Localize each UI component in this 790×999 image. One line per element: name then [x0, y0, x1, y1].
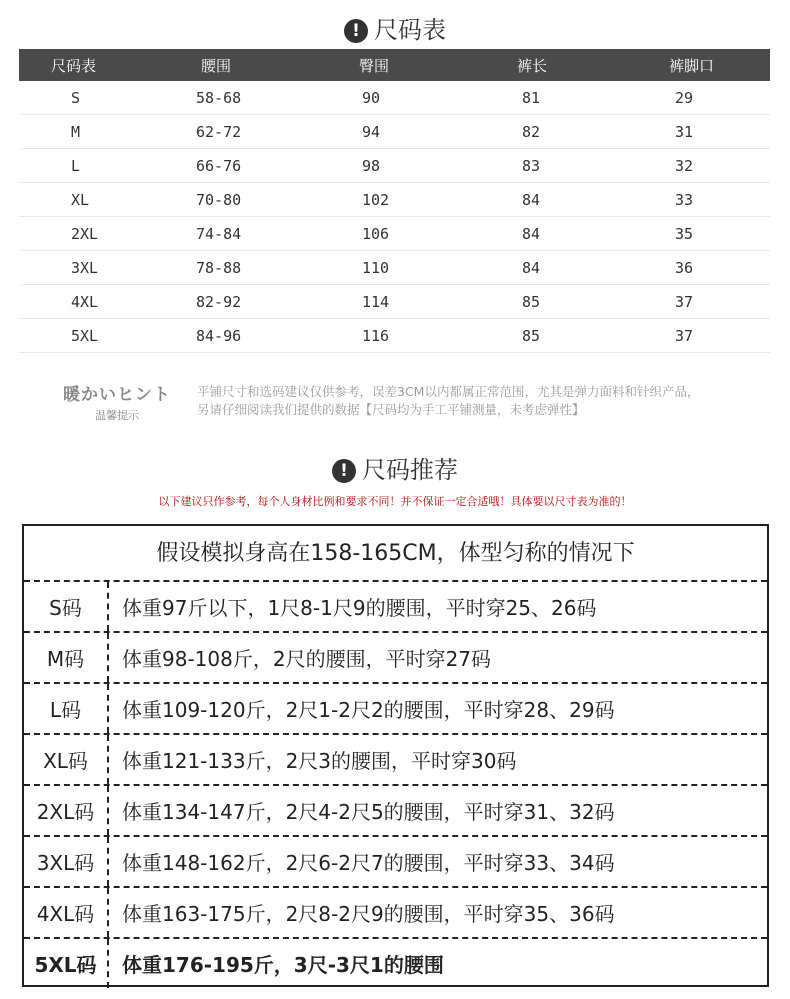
exclamation-icon: ! — [344, 19, 368, 43]
size-chart-title-text: 尺码表 — [374, 16, 446, 44]
cell-hem: 32 — [675, 156, 694, 175]
header-hip: 臀围 — [359, 56, 390, 75]
cell-waist: 78-88 — [196, 258, 242, 277]
header-length: 裤长 — [517, 56, 548, 75]
recommend-row — [24, 582, 767, 633]
cell-length: 85 — [522, 326, 541, 345]
cell-hem: 31 — [675, 122, 694, 141]
cell-hem: 35 — [675, 224, 694, 243]
cell-size: 3XL — [71, 258, 99, 277]
tip-logo-main: 暖かいヒント — [63, 385, 171, 405]
recommend-size: L码 — [24, 684, 109, 733]
exclamation-icon: ! — [332, 459, 356, 483]
recommend-desc: 体重148-162斤，2尺6-2尺7的腰围，平时穿33、34码 — [122, 851, 615, 875]
size-chart-table — [19, 49, 770, 353]
cell-size: M — [71, 122, 81, 141]
recommend-desc: 体重176-195斤，3尺-3尺1的腰围 — [122, 953, 444, 977]
cell-hip: 116 — [362, 326, 390, 345]
cell-waist: 74-84 — [196, 224, 242, 243]
recommend-row — [24, 633, 767, 684]
recommend-row — [24, 786, 767, 837]
recommend-title — [0, 450, 790, 485]
cell-length: 85 — [522, 292, 541, 311]
cell-size: 2XL — [71, 224, 99, 243]
cell-waist: 58-68 — [196, 88, 242, 107]
cell-waist: 82-92 — [196, 292, 242, 311]
cell-hip: 90 — [362, 88, 381, 107]
tip-line-2: 另请仔细阅读我们提供的数据【尺码均为手工平铺测量，未考虑弹性】 — [197, 402, 585, 417]
recommend-desc: 体重97斤以下，1尺8-1尺9的腰围，平时穿25、26码 — [122, 596, 597, 620]
tip-text — [197, 383, 777, 419]
recommend-size: M码 — [24, 633, 109, 682]
cell-hip: 94 — [362, 122, 381, 141]
size-row — [19, 149, 770, 183]
cell-hip: 114 — [362, 292, 390, 311]
cell-hem: 36 — [675, 258, 694, 277]
cell-hem: 29 — [675, 88, 694, 107]
recommend-box — [22, 524, 769, 987]
cell-size: XL — [71, 190, 90, 209]
size-row — [19, 251, 770, 285]
header-size: 尺码表 — [51, 56, 97, 75]
cell-length: 84 — [522, 190, 541, 209]
recommend-row — [24, 735, 767, 786]
recommend-size: 2XL码 — [24, 786, 109, 835]
header-waist: 腰围 — [201, 56, 232, 75]
tip-logo-sub: 温馨提示 — [95, 409, 139, 422]
recommend-size: 4XL码 — [24, 888, 109, 937]
size-row — [19, 183, 770, 217]
size-row — [19, 285, 770, 319]
recommend-desc: 体重98-108斤，2尺的腰围，平时穿27码 — [122, 647, 492, 671]
recommend-row — [24, 684, 767, 735]
recommend-size: 5XL码 — [24, 939, 109, 988]
cell-size: S — [71, 88, 81, 107]
tip-line-1: 平铺尺寸和选码建议仅供参考，误差3CM以内都属正常范围，尤其是弹力面料和针织产品， — [197, 384, 700, 399]
cell-hem: 37 — [675, 326, 694, 345]
recommend-note: 以下建议只作参考，每个人身材比例和要求不同！并不保证一定合适哦！具体要以尺寸表为准的！ — [158, 495, 632, 508]
cell-hem: 37 — [675, 292, 694, 311]
cell-size: 4XL — [71, 292, 99, 311]
cell-length: 84 — [522, 224, 541, 243]
cell-hip: 110 — [362, 258, 390, 277]
recommend-desc: 体重134-147斤，2尺4-2尺5的腰围，平时穿31、32码 — [122, 800, 615, 824]
cell-size: L — [71, 156, 81, 175]
cell-hem: 33 — [675, 190, 694, 209]
recommend-size: XL码 — [24, 735, 109, 784]
cell-length: 82 — [522, 122, 541, 141]
header-hem: 裤脚口 — [669, 56, 715, 75]
recommend-row — [24, 837, 767, 888]
recommend-title-text: 尺码推荐 — [362, 456, 458, 484]
cell-length: 83 — [522, 156, 541, 175]
size-row — [19, 81, 770, 115]
cell-waist: 62-72 — [196, 122, 242, 141]
recommend-row — [24, 939, 767, 988]
recommend-desc: 体重121-133斤，2尺3的腰围，平时穿30码 — [122, 749, 517, 773]
size-row — [19, 115, 770, 149]
recommend-row — [24, 888, 767, 939]
size-row — [19, 319, 770, 353]
recommend-desc: 体重163-175斤，2尺8-2尺9的腰围，平时穿35、36码 — [122, 902, 615, 926]
cell-hip: 106 — [362, 224, 390, 243]
tip-logo — [57, 380, 177, 423]
size-chart-title — [0, 10, 790, 45]
cell-length: 81 — [522, 88, 541, 107]
size-chart-header — [19, 49, 770, 81]
cell-waist: 66-76 — [196, 156, 242, 175]
size-row — [19, 217, 770, 251]
recommend-heading: 假设模拟身高在158-165CM，体型匀称的情况下 — [24, 526, 767, 582]
cell-waist: 70-80 — [196, 190, 242, 209]
recommend-desc: 体重109-120斤，2尺1-2尺2的腰围，平时穿28、29码 — [122, 698, 615, 722]
cell-hip: 102 — [362, 190, 390, 209]
cell-size: 5XL — [71, 326, 99, 345]
cell-length: 84 — [522, 258, 541, 277]
cell-hip: 98 — [362, 156, 381, 175]
cell-waist: 84-96 — [196, 326, 242, 345]
recommend-size: S码 — [24, 582, 109, 631]
recommend-size: 3XL码 — [24, 837, 109, 886]
